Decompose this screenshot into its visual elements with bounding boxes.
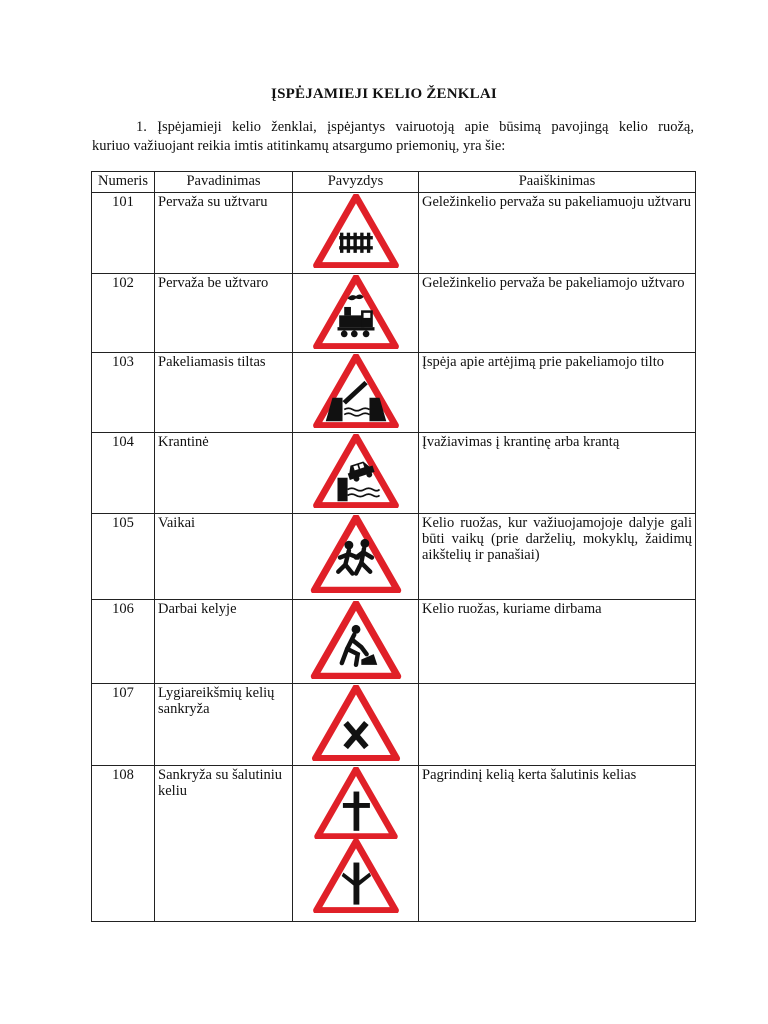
sign-explanation: Pagrindinį kelią kerta šalutinis kelias	[419, 766, 696, 922]
drawbridge-sign-icon	[310, 354, 402, 428]
sign-example	[293, 684, 419, 766]
sign-number: 107	[92, 684, 155, 766]
sign-explanation: Kelio ruožas, kuriame dirbama	[419, 600, 696, 684]
header-example: Pavyzdys	[293, 172, 419, 193]
railway-crossing-barrier-sign-icon	[310, 194, 402, 268]
railway-crossing-locomotive-sign-icon	[310, 275, 402, 349]
sign-name: Krantinė	[155, 433, 293, 514]
header-name: Pavadinimas	[155, 172, 293, 193]
minor-road-junction-sign-icon	[310, 839, 402, 913]
equal-roads-intersection-sign-icon	[310, 685, 402, 761]
table-row	[92, 433, 696, 514]
sign-number: 103	[92, 353, 155, 433]
table-row	[92, 274, 696, 353]
sign-example	[293, 353, 419, 433]
table-row	[92, 766, 696, 922]
intro-line-2: kuriuo važiuojant reikia imtis atitinkamų atsargumo priemonių, yra šie:	[92, 138, 506, 154]
sign-number: 105	[92, 514, 155, 600]
header-number: Numeris	[92, 172, 155, 193]
table-row	[92, 514, 696, 600]
sign-name: Pervaža be užtvaro	[155, 274, 293, 353]
table-row	[92, 193, 696, 274]
page-title: ĮSPĖJAMIEJI KELIO ŽENKLAI	[271, 86, 497, 102]
sign-example	[293, 193, 419, 274]
sign-example	[293, 274, 419, 353]
children-crossing-sign-icon	[310, 515, 402, 593]
sign-explanation: Geležinkelio pervaža be pakeliamojo užtvaro	[419, 274, 696, 353]
table-row	[92, 353, 696, 433]
sign-number: 106	[92, 600, 155, 684]
sign-name: Vaikai	[155, 514, 293, 600]
sign-name: Pakeliamasis tiltas	[155, 353, 293, 433]
table-row	[92, 600, 696, 684]
minor-road-intersection-sign-icon	[310, 767, 402, 839]
sign-name: Lygiareikšmių kelių sankryža	[155, 684, 293, 766]
header-explanation: Paaiškinimas	[419, 172, 696, 193]
intro-line-1: 1. Įspėjamieji kelio ženklai, įspėjantys vairuotoją apie būsimą pavojingą kelio ruožą,	[136, 119, 694, 135]
sign-explanation: Įspėja apie artėjimą prie pakeliamojo tilto	[419, 353, 696, 433]
sign-number: 108	[92, 766, 155, 922]
intro-paragraph	[92, 118, 694, 156]
sign-example	[293, 766, 419, 922]
table-row	[92, 684, 696, 766]
sign-name: Darbai kelyje	[155, 600, 293, 684]
quayside-car-falling-sign-icon	[310, 434, 402, 508]
sign-explanation: Geležinkelio pervaža su pakeliamuoju užtvaru	[419, 193, 696, 274]
sign-number: 102	[92, 274, 155, 353]
sign-name: Pervaža su užtvaru	[155, 193, 293, 274]
sign-example	[293, 600, 419, 684]
warning-signs-table	[91, 171, 696, 922]
sign-number: 104	[92, 433, 155, 514]
sign-explanation: Kelio ruožas, kur važiuojamojoje dalyje gali būti vaikų (prie darželių, mokyklų, žaidimų aikštelių ir panašiai)	[419, 514, 696, 600]
sign-explanation: Įvažiavimas į krantinę arba krantą	[419, 433, 696, 514]
table-header-row	[92, 172, 696, 193]
sign-explanation	[419, 684, 696, 766]
sign-example	[293, 433, 419, 514]
sign-example	[293, 514, 419, 600]
sign-name: Sankryža su šalutiniu keliu	[155, 766, 293, 922]
sign-number: 101	[92, 193, 155, 274]
roadworks-sign-icon	[310, 601, 402, 679]
